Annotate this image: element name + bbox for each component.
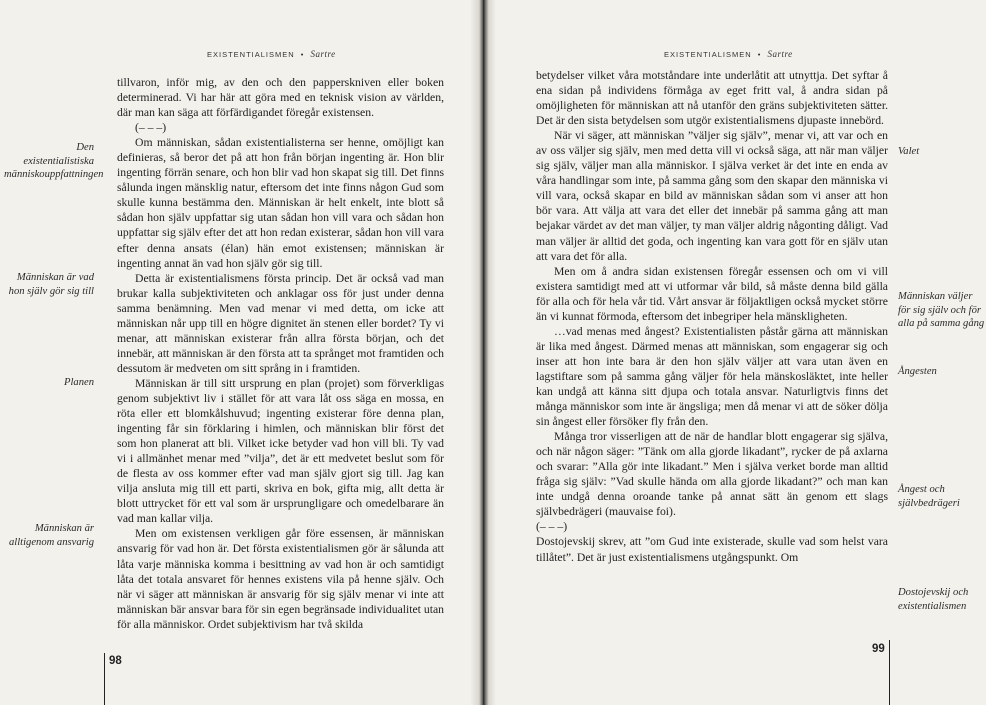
left-body-text — [117, 75, 444, 632]
margin-note: Den existentialistiska människouppfattningen — [4, 142, 104, 180]
right-body-text — [536, 68, 888, 565]
book-gutter — [470, 0, 496, 705]
paragraph: Detta är existentialismens första princip. Det är också vad man brukar kalla subjektiviteten och anklagar oss för just under denna samma benämning. Men vad menar vi med detta, om icke att människan når upp till en högre dignitet än stenen eller bordet? Ty vi menar, att människan existerar från allra första början, och det innebär, att människan är den första att ta språnget mot framtiden och dessutom är medveten om sitt språng in i framtiden. — [117, 271, 444, 375]
running-head-title: EXISTENTIALISMEN — [664, 50, 752, 59]
margin-note: Människan väljer för sig själv och för alla på samma gång — [898, 291, 985, 329]
page-number: 98 — [109, 655, 122, 667]
margin-note: Människan är alltigenom ansvarig — [8, 523, 94, 548]
page-number: 99 — [872, 643, 885, 655]
paragraph: …vad menas med ångest? Existentialisten påstår gärna att människan är lika med ångest. Därmed menas att människan, som engagerar sig och inser att hon inte bara är den hon själv väljer att vara utan även en lagstiftare som på samma gång väljer för hela mänskosläktet, inte heller kan undgå att känna sitt djupa och totala ansvar. Naturligtvis finns det många människor som inte är ängsliga; men då menar vi att de söker dölja sin ångest eller försöker fly från den. — [536, 324, 888, 429]
paragraph: När vi säger, att människan ”väljer sig själv”, menar vi, att var och en av oss väljer sig själv, men med detta vill vi också säga, att när man väljer sig själv, väljer man alla människor. I själva verket är det inte en enda av våra handlingar som inte, på samma gång som den skapar den människa vi vill vara, också skapar en bild av människan sådan som vi anser att hon bör vara. Att välja att vara det eller det innebär på samma gång att man bejakar värdet av det man väljer, ty man väljer aldrig någonting dåligt. Vad man väljer är alltid det goda, och ingenting kan vara gott för en själv utan att vara det för alla. — [536, 129, 888, 263]
paragraph: Men om existensen verkligen går före essensen, är människan ansvarig för vad hon är. Det första existentialismen gör är sålunda att låta varje människa komma i besittning av vad hon är och samtidigt låta det totala ansvaret för hennes existens vila på henne själv. Och när vi säger att människan är ansvarig för sig själv menar vi inte att människan bär ansvar bara för sin egen begränsade individualitet utan för alla människor. Ordet subjektivism har två skilda — [117, 527, 444, 631]
margin-note: Människan är vad hon själv gör sig till — [8, 272, 94, 297]
running-head-separator: • — [300, 50, 305, 59]
paragraph: Dostojevskij skrev, att ”om Gud inte existerade, skulle vad som helst vara tillåtet”. Det är just existentialismens utgångspunkt. Om — [536, 535, 888, 564]
paragraph: Många tror visserligen att de när de handlar blott engagerar sig själva, och när någon säger: ”Tänk om alla gjorde likadant”, rycker de på axlarna och svarar: ”Alla gör inte likadant.” Men i själva verket borde man alltid fråga sig själv: ”Vad skulle hända om alla gjorde likadant?” och man kan inte undgå denna oroande tanke på annat sätt än genom ett slags självbedrägeri (mauvaise foi). — [536, 430, 888, 519]
paragraph: Människan är till sitt ursprung en plan (projet) som förverkligas genom subjektivt liv i stället för att vara låt oss säga en mossa, en röta eller ett blomkålshuvud; ingenting existerar före denna plan, ingenting får sin förklaring i himlen, och människan blir först det som hon planerat att bli. Vilket icke betyder vad hon vill bli. Ty vad vi i allmänhet menar med ”vilja”, det är ett medvetet beslut som för de flesta av oss kommer efter vad man själv gjort sig till. Jag kan vilja ansluta mig till ett parti, skriva en bok, gifta mig, allt detta är blott uttrycket för ett val som är ursprungligare och omedelbarare än vad man kallar vilja. — [117, 376, 444, 526]
running-head-author: Sartre — [310, 49, 336, 59]
paragraph: Om människan, sådan existentialisterna ser henne, omöjligt kan definieras, så beror det på att hon från början ingenting är. Hon blir ingenting förrän senare, och hon blir vad hon skapat sig till. Det finns sålunda ingen mänsklig natur, eftersom det inte finns någon Gud som skulle kunna bestämma den. Människan är helt enkelt, inte blott så sådan hon själv uppfattar sig utan sådan hon vill vara och sådan hon uppfattar sig själv efter det att hon redan existerar, sådan hon vill vara efter denna ansats (élan) hän emot existensen; människan är ingenting annat än vad hon själv gör sig till. — [117, 136, 444, 270]
ellipsis-marker: (– – –) — [536, 520, 568, 534]
ellipsis-marker: (– – –) — [135, 121, 167, 135]
paragraph: tillvaron, inför mig, av den och den papperskniven eller boken determinerad. Vi har här att göra med en teknisk vision av världen, där man kan säga att förfärdigandet föregår existensen. — [117, 76, 444, 120]
left-page — [0, 0, 472, 705]
running-head — [664, 49, 793, 59]
margin-note: Dostojevskij och existentialismen — [898, 587, 969, 612]
margin-note: Ångest och självbedrägeri — [898, 484, 960, 509]
margin-note: Valet — [898, 146, 920, 157]
running-head — [207, 49, 336, 59]
running-head-author: Sartre — [767, 49, 793, 59]
right-page — [496, 0, 986, 705]
folio-rule — [104, 653, 105, 705]
margin-note: Ångesten — [898, 366, 937, 377]
margin-note: Planen — [63, 377, 94, 388]
paragraph: betydelser vilket våra motståndare inte underlåtit att utnyttja. Det syftar å ena sidan på individens förmåga av eget fritt val, å andra sidan på omöjligheten för människan att nå utanför den gräns subjektiviteten sätter. Det är den sista betydelsen som utgör existentialismens djupaste innebörd. — [536, 69, 888, 128]
folio-rule — [889, 640, 890, 705]
running-head-title: EXISTENTIALISMEN — [207, 50, 295, 59]
running-head-separator: • — [757, 50, 762, 59]
paragraph: Men om å andra sidan existensen föregår essensen och om vi vill existera samtidigt med att vi utformar vår bild, så måste denna bild gälla för alla och för hela vår tid. Vårt ansvar är följaktligen också mycket större än vi kunnat förmoda, eftersom det inbegriper hela mänskligheten. — [536, 264, 888, 323]
